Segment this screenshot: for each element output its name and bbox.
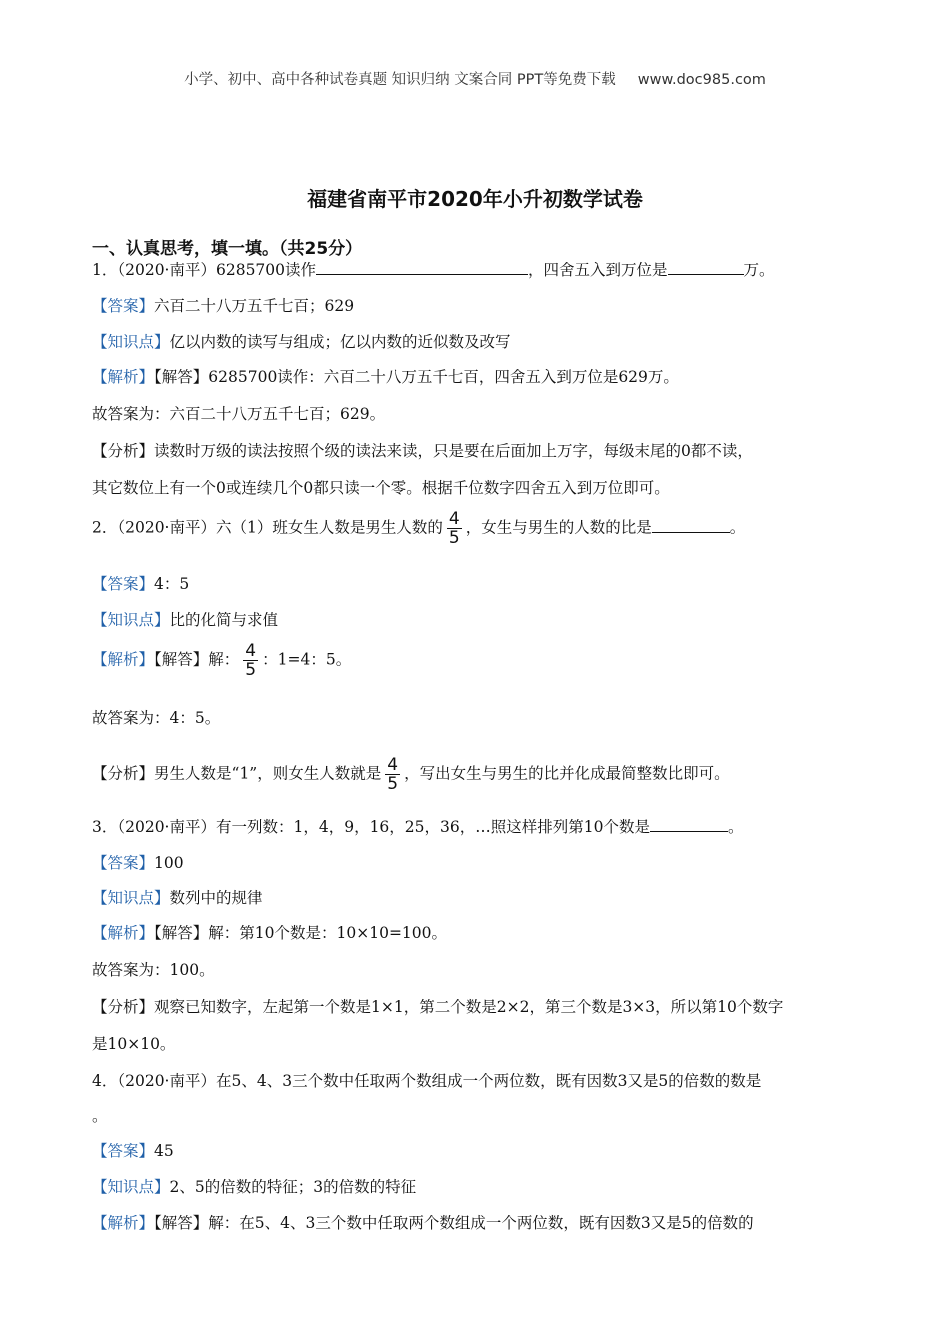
remark-tag: 【分析】 bbox=[92, 998, 155, 1016]
q3-knowledge bbox=[92, 886, 263, 908]
q3-answer bbox=[92, 851, 184, 873]
q3-final: 故答案为：100。 bbox=[92, 961, 215, 979]
q4-answer bbox=[92, 1139, 174, 1161]
answer-blank bbox=[650, 817, 728, 832]
question-3 bbox=[92, 815, 743, 837]
q1-text-2: ，四舍五入到万位是 bbox=[528, 261, 668, 279]
remark-tag: 【分析】 bbox=[92, 442, 155, 460]
q3-analysis bbox=[92, 921, 447, 943]
solution-text-2: ：1=4：5。 bbox=[262, 650, 352, 669]
solution-text: 6285700读作：六百二十八万五千七百，四舍五入到万位是629万。 bbox=[208, 368, 679, 386]
solution-text: 解：第10个数是：10×10=100。 bbox=[208, 924, 448, 942]
knowledge-tag: 【知识点】 bbox=[92, 889, 170, 907]
remark-text: 读数时万级的读法按照个级的读法来读，只是要在后面加上万字，每级末尾的0都不读， bbox=[154, 442, 753, 460]
fraction-denominator: 5 bbox=[245, 660, 257, 680]
q3-text: 3．（2020·南平）有一列数：1，4，9，16，25，36，…照这样排列第10个数是 bbox=[92, 818, 650, 836]
solution-text: 解：在5、4、3三个数中任取两个数组成一个两位数，既有因数3又是5的倍数的 bbox=[208, 1214, 754, 1232]
fraction-numerator: 4 bbox=[245, 641, 257, 661]
section-heading: 一、认真思考，填一填。（共25分） bbox=[92, 239, 363, 259]
header-text: 小学、初中、高中各种试卷真题 知识归纳 文案合同 PPT等免费下载 bbox=[184, 72, 616, 88]
fraction-denominator: 5 bbox=[387, 774, 399, 794]
fraction bbox=[243, 642, 258, 679]
question-1 bbox=[92, 258, 775, 280]
solution-tag: 【解答】 bbox=[154, 650, 209, 669]
knowledge-tag: 【知识点】 bbox=[92, 333, 170, 351]
paper-title: 福建省南平市2020年小升初数学试卷 bbox=[307, 187, 643, 211]
remark-text: 男生人数是“1”，则女生人数就是 bbox=[154, 764, 382, 783]
answer-tag: 【答案】 bbox=[92, 1142, 155, 1160]
answer-blank bbox=[668, 260, 744, 275]
remark-text: 观察已知数字，左起第一个数是1×1，第二个数是2×2，第三个数是3×3，所以第10个数字 bbox=[154, 998, 784, 1016]
solution-tag: 【解答】 bbox=[154, 1214, 209, 1232]
q2-text: 2．（2020·南平）六（1）班女生人数是男生人数的 bbox=[92, 518, 443, 537]
knowledge-text: 2、5的倍数的特征；3的倍数的特征 bbox=[169, 1178, 417, 1196]
fraction-numerator: 4 bbox=[387, 755, 399, 775]
q3-text-2: 。 bbox=[727, 818, 744, 836]
answer-text: 六百二十八万五千七百；629 bbox=[154, 297, 355, 315]
q1-remark-cont: 其它数位上有一个0或连续几个0都只读一个零。根据千位数字四舍五入到万位即可。 bbox=[92, 479, 670, 497]
question-4: 4．（2020·南平）在5、4、3三个数中任取两个数组成一个两位数，既有因数3又是5的倍数的数是 bbox=[92, 1072, 762, 1090]
question-2 bbox=[92, 510, 745, 547]
answer-blank bbox=[652, 518, 730, 533]
q2-remark bbox=[92, 756, 730, 793]
q2-final: 故答案为：4：5。 bbox=[92, 709, 221, 727]
q3-remark-cont: 是10×10。 bbox=[92, 1035, 176, 1053]
fraction bbox=[385, 756, 400, 793]
q1-knowledge bbox=[92, 330, 511, 352]
analysis-tag: 【解析】 bbox=[92, 924, 155, 942]
knowledge-tag: 【知识点】 bbox=[92, 611, 170, 629]
solution-text: 解： bbox=[208, 650, 240, 669]
answer-text: 45 bbox=[154, 1142, 174, 1160]
analysis-tag: 【解析】 bbox=[92, 1214, 155, 1232]
answer-text: 100 bbox=[154, 854, 184, 872]
answer-tag: 【答案】 bbox=[92, 297, 155, 315]
q1-remark bbox=[92, 439, 753, 461]
knowledge-text: 比的化简与求值 bbox=[169, 611, 279, 629]
q1-text: 1．（2020·南平）6285700读作 bbox=[92, 261, 317, 279]
fraction-numerator: 4 bbox=[448, 509, 460, 529]
q2-knowledge bbox=[92, 608, 278, 630]
q4-analysis bbox=[92, 1211, 754, 1233]
remark-tag: 【分析】 bbox=[92, 764, 155, 783]
answer-text: 4：5 bbox=[154, 575, 190, 593]
remark-text-2: ，写出女生与男生的比并化成最简整数比即可。 bbox=[404, 764, 730, 783]
knowledge-text: 亿以内数的读写与组成；亿以内数的近似数及改写 bbox=[169, 333, 511, 351]
analysis-tag: 【解析】 bbox=[92, 650, 155, 669]
page-header bbox=[0, 68, 950, 89]
q2-text-3: 。 bbox=[729, 518, 746, 537]
q1-answer bbox=[92, 294, 354, 316]
fraction-denominator: 5 bbox=[448, 528, 460, 548]
q2-text-2: ，女生与男生的人数的比是 bbox=[465, 518, 652, 537]
q1-text-3: 万。 bbox=[743, 261, 775, 279]
answer-tag: 【答案】 bbox=[92, 575, 155, 593]
analysis-tag: 【解析】 bbox=[92, 368, 155, 386]
knowledge-text: 数列中的规律 bbox=[169, 889, 263, 907]
header-url[interactable]: www.doc985.com bbox=[637, 72, 766, 88]
q3-remark bbox=[92, 995, 783, 1017]
question-4-cont: 。 bbox=[92, 1107, 108, 1125]
solution-tag: 【解答】 bbox=[154, 368, 209, 386]
knowledge-tag: 【知识点】 bbox=[92, 1178, 170, 1196]
q4-knowledge bbox=[92, 1175, 416, 1197]
q1-analysis bbox=[92, 365, 679, 387]
q2-analysis bbox=[92, 642, 351, 679]
fraction bbox=[447, 510, 462, 547]
q1-final: 故答案为：六百二十八万五千七百；629。 bbox=[92, 405, 386, 423]
answer-tag: 【答案】 bbox=[92, 854, 155, 872]
q2-answer bbox=[92, 572, 189, 594]
solution-tag: 【解答】 bbox=[154, 924, 209, 942]
answer-blank bbox=[316, 260, 528, 275]
